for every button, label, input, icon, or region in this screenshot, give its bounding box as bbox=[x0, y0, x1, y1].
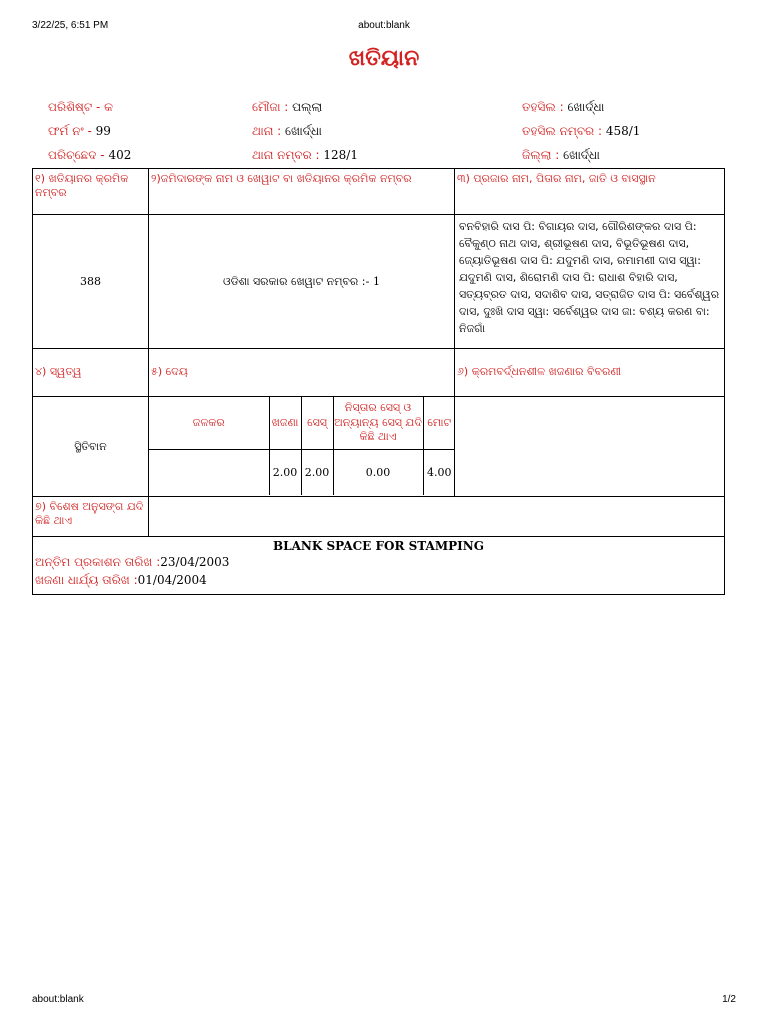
print-datetime: 3/22/25, 6:51 PM bbox=[32, 20, 109, 31]
meta-thana: ଥାନା : ଖୋର୍ଦ୍ଧା bbox=[252, 124, 322, 138]
owner-details: ବନବିହାରି ଦାସ ପି: ବିଗାୟର ଦାସ, ଗୌରିଶଙ୍କର ଦାସ ପି: ବୈକୁଣ୍ଠ ନାଥ ଦାସ, ଶ୍ରୀଭୂଷଣ ଦାସ, ବିଭୂତିଭୂଷଣ ଦାସ, ଜ୍ୟୋତିଭୂଷଣ ଦାସ ପି: ଯଦୁମଣି ଦାସ, ରମାମଣୀ ଦାସ ସ୍ୱା: ଯଦୁମଣି ଦାସ, ଶିରୋମଣି ଦାସ ପି: ରାଧାଶ ବିହାରି ଦାସ, ସତ୍ୟବ୍ରତ ଦାସ, ସଦାଶିବ ଦାସ, ସତ୍ରାଜିତ ଦାସ ପି: ସର୍ବେଶ୍ୱର ଦାସ, ଦୁଃଖି ଦାସ ସ୍ୱା: ସର୍ବେଶ୍ୱର ଦାସ ଜା: ବଶ୍ୟ କରଣ ବା: ନିଜଗାଁ bbox=[455, 215, 725, 349]
dues-header-mota: ମୋଟ bbox=[423, 397, 455, 449]
khajana-date: ଖଜଣା ଧାର୍ଯ୍ୟ ତାରିଖ :01/04/2004 bbox=[35, 573, 207, 587]
dues-header-nistar: ନିସ୍ତାର ସେସ୍ ଓ ଅନ୍ୟାନ୍ୟ ସେସ୍ ଯଦି କିଛି ଥାଏ bbox=[333, 397, 423, 449]
meta-zilla: ଜିଲ୍ଲା : ଖୋର୍ଦ୍ଧା bbox=[522, 148, 600, 162]
print-header bbox=[32, 20, 736, 34]
zamindar-cell bbox=[149, 215, 455, 349]
special-value bbox=[149, 497, 725, 537]
meta-tahasil: ତହସିଲ : ଖୋର୍ଦ୍ଧା bbox=[522, 100, 605, 114]
header-row-2 bbox=[33, 349, 725, 397]
header-special: ୭) ବିଶେଷ ଅନୁସଙ୍ଗ ଯଦି କିଛି ଥାଏ bbox=[33, 497, 149, 537]
header-deya: ୫) ଦେୟ bbox=[149, 349, 455, 397]
meta-tahasil-no: ତହସିଲ ନମ୍ବର : 458/1 bbox=[522, 124, 641, 138]
zamindar-no: 1 bbox=[372, 274, 380, 288]
meta-parichheda: ପରିଚ୍ଛେଦ - 402 bbox=[48, 148, 132, 162]
dues-khajana: 2.00 bbox=[269, 449, 301, 495]
dues-jalakara bbox=[149, 449, 269, 495]
print-footer bbox=[32, 994, 736, 1008]
dues-header-khajana: ଖଜଣା bbox=[269, 397, 301, 449]
meta-form: ଫର୍ମ ନଂ - 99 bbox=[48, 124, 111, 138]
page-number: 1/2 bbox=[722, 994, 736, 1005]
khatiyan-no: 388 bbox=[33, 215, 149, 349]
data-row-2 bbox=[33, 397, 725, 497]
footer-url: about:blank bbox=[32, 994, 84, 1005]
stamp-cell bbox=[33, 537, 725, 595]
header-rent-details: ୬) କ୍ରମବର୍ଦ୍ଧନଶୀଳ ଖଜଣାର ବିବରଣୀ bbox=[455, 349, 725, 397]
header-zamindar: ୨)ଜମିଦାରଙ୍କ ନାମ ଓ ଖେୱାଟ ବା ଖତିୟାନର କ୍ରମିକ ନମ୍ବର bbox=[149, 169, 455, 215]
antim-date: ଅନ୍ତିମ ପ୍ରକାଶନ ତାରିଖ :23/04/2003 bbox=[35, 555, 230, 569]
meta-mouja: ମୌଜା : ପଲ୍ଲା bbox=[252, 100, 323, 114]
dues-table bbox=[149, 397, 455, 495]
zamindar-text: ଓଡିଶା ସରକାର ଖେୱାଟ ନମ୍ବର :- bbox=[223, 274, 370, 288]
special-row bbox=[33, 497, 725, 537]
header-praja: ୩) ପ୍ରଜାର ନାମ, ପିତାର ନାମ, ଜାତି ଓ ବାସସ୍ଥାନ bbox=[455, 169, 725, 215]
stamp-row bbox=[33, 537, 725, 595]
dues-header-ses: ସେସ୍ bbox=[301, 397, 333, 449]
stamp-title: BLANK SPACE FOR STAMPING bbox=[273, 539, 484, 553]
dues-ses: 2.00 bbox=[301, 449, 333, 495]
header-swatwa: ୪) ସ୍ୱତ୍ୱ bbox=[33, 349, 149, 397]
dues-header-jalakara: ଜଳକର bbox=[149, 397, 269, 449]
header-row-1 bbox=[33, 169, 725, 215]
meta-parishishta: ପରିଶିଷ୍ଟ - କ bbox=[48, 100, 113, 114]
print-url: about:blank bbox=[358, 20, 410, 31]
rent-details-value bbox=[455, 397, 725, 497]
khatiyan-table bbox=[32, 168, 725, 595]
page-title: ଖତିୟାନ bbox=[348, 46, 420, 71]
dues-nistar: 0.00 bbox=[333, 449, 423, 495]
dues-cell bbox=[149, 397, 455, 497]
header-khatiyan-no: ୧) ଖତିୟାନର କ୍ରମିକ ନମ୍ବର bbox=[33, 169, 149, 215]
dues-mota: 4.00 bbox=[423, 449, 455, 495]
meta-thana-no: ଥାନା ନମ୍ବର : 128/1 bbox=[252, 148, 358, 162]
swatwa-value: ସ୍ଥିତିବାନ bbox=[33, 397, 149, 497]
data-row-1 bbox=[33, 215, 725, 349]
